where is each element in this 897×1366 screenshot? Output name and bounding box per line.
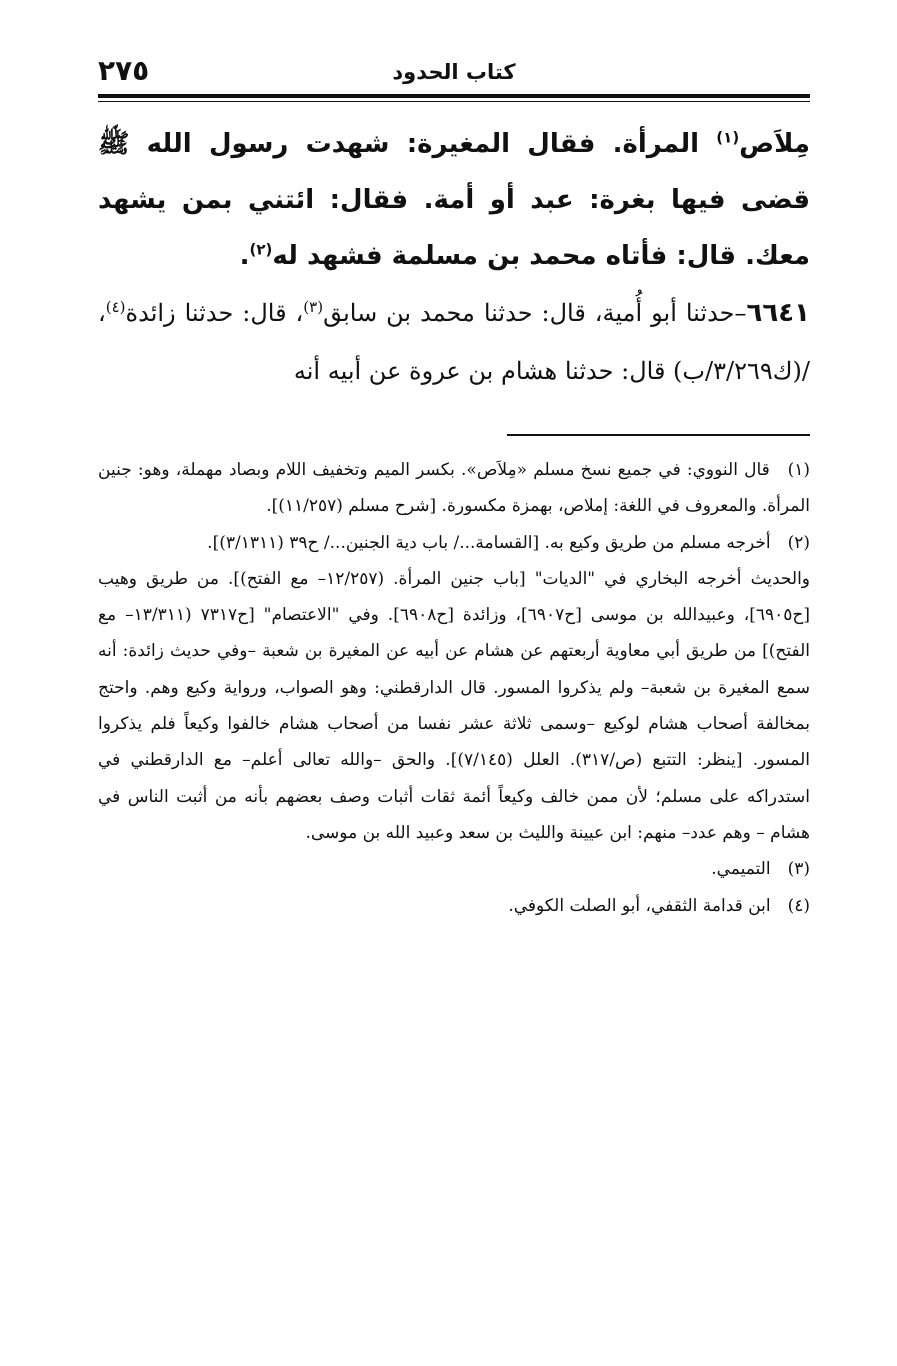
header-rule-thin <box>98 101 810 102</box>
footnote-ref-1[interactable]: (١) <box>716 128 740 147</box>
isnad-paragraph <box>98 284 810 400</box>
footnote-text: ابن قدامة الثقفي، أبو الصلت الكوفي. <box>508 895 771 916</box>
footnote-separator <box>507 434 810 436</box>
footnote-2-continuation: والحديث أخرجه البخاري في "الديات" [باب جنين المرأة. (١٢/٢٥٧– مع الفتح)]. من طريق وهيب [ح٦٩٠٥]، وعبيدالله بن موسى [ح٦٩٠٧]، وزائدة [ح٦٩٠٨]. وفي "الاعتصام" [ح٧٣١٧ (١٣/٣١١– مع الفتح)] من طريق أبي معاوية أربعتهم عن هشام عن أبيه عن المغيرة بن شعبة –وفي حديث زائدة: أنه سمع المغيرة بن شعبة– ولم يذكروا المسور. قال الدارقطني: وهو الصواب، ورواية وكيع وهم. واحتج بمخالفة أصحاب هشام لوكيع –وسمى ثلاثة عشر نفسا من أصحاب هشام خالفوا وكيعاً فلم يذكروا المسور. [ينظر: التتبع (ص/٣١٧). العلل (٧/١٤٥)]. والحق –والله تعالى أعلم– مع الدارقطني في استدراكه على مسلم؛ لأن ممن خالف وكيعاً أئمة ثقات أثبات وصف بعضهم بأنه من أثبت الناس في هشام – وهم عدد– منهم: ابن عيينة والليث بن سعد وعبيد الله بن موسى. <box>98 568 810 843</box>
footnote-number: (١) <box>787 460 810 480</box>
footnotes-section <box>98 452 810 924</box>
para1-end: . <box>239 241 250 271</box>
footnote-ref-4[interactable]: (٤) <box>105 298 126 316</box>
footnote-number: (٤) <box>787 895 810 916</box>
hadith-text-paragraph <box>98 116 810 284</box>
page-number: ٢٧٥ <box>98 54 150 87</box>
footnote-2 <box>98 525 810 561</box>
para2-start: –حدثنا أبو أُمية، قال: حدثنا محمد بن سابق <box>323 299 747 327</box>
footnote-ref-3[interactable]: (٣) <box>303 298 324 316</box>
footnote-text: قال النووي: في جميع نسخ مسلم «مِلاَص». بكسر الميم وتخفيف اللام وبصاد مهملة، وهو: جنين المرأة. والمعروف في اللغة: إملاص، بهمزة مكسورة. [شرح مسلم (١١/٢٥٧)]. <box>98 460 810 517</box>
header-rule-thick <box>98 94 810 98</box>
para2-end: ، /(ك٣/٢٦٩/ب) قال: حدثنا هشام بن عروة عن أبيه أنه <box>98 299 810 385</box>
hadith-number: ٦٦٤١ <box>746 298 811 328</box>
para2-middle: ، قال: حدثنا زائدة <box>125 299 304 327</box>
para1-body: المرأة. فقال المغيرة: شهدت رسول الله ﷺ قضى فيها بغرة: عبد أو أمة. فقال: ائتني بمن يشهد معك. قال: فأتاه محمد بن مسلمة فشهد له <box>98 129 810 271</box>
footnote-3 <box>98 851 810 887</box>
running-title: كتاب الحدود <box>392 60 516 84</box>
footnote-1 <box>98 452 810 525</box>
footnote-number: (٣) <box>787 859 810 880</box>
footnote-text: أخرجه مسلم من طريق وكيع به. [القسامة.../ باب دية الجنين.../ ح٣٩ (٣/١٣١١)]. <box>207 532 771 553</box>
main-text <box>98 116 810 400</box>
footnote-4 <box>98 888 810 924</box>
para1-start: مِلاَص <box>739 129 810 159</box>
footnote-number: (٢) <box>787 532 810 553</box>
footnote-text: التميمي. <box>711 859 771 880</box>
footnote-ref-2[interactable]: (٢) <box>249 240 273 259</box>
